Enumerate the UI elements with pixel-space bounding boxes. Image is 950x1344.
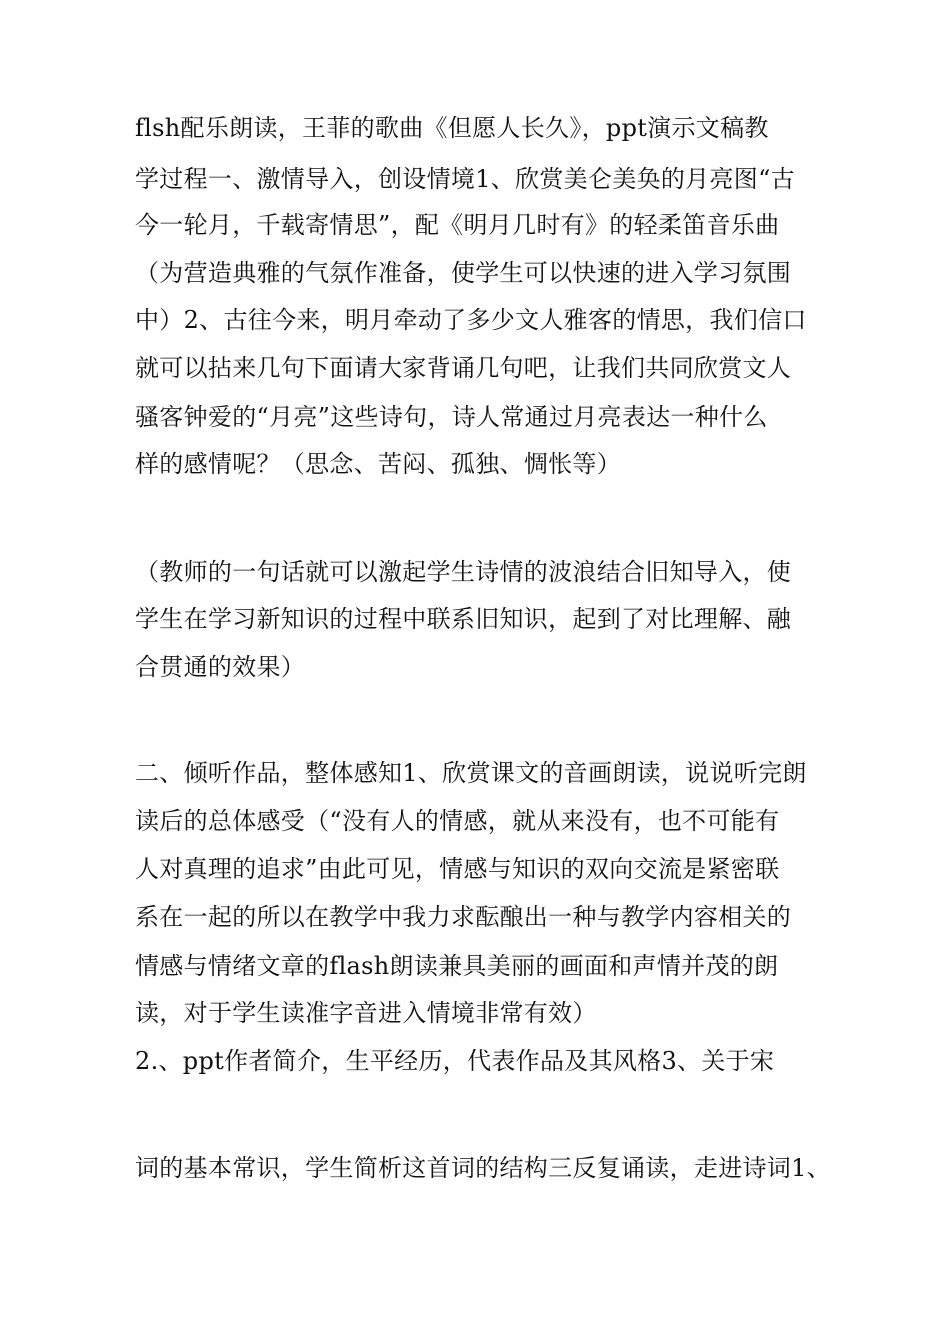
paragraph-1-line-5: 中）2、古往今来，明月牵动了多少文人雅客的情思，我们信口 — [135, 306, 807, 334]
paragraph-1-line-7: 骚客钟爱的“月亮”这些诗句，诗人常通过月亮表达一种什么 — [135, 403, 768, 431]
paragraph-4-line-1: 词的基本常识，学生简析这首词的结构三反复诵读，走进诗词1、 — [135, 1154, 831, 1182]
paragraph-3-line-5: 情感与情绪文章的flash朗读兼具美丽的画面和声情并茂的朗 — [135, 952, 779, 980]
paragraph-1-line-1: flsh配乐朗读，王菲的歌曲《但愿人长久》，ppt演示文稿教 — [135, 114, 769, 142]
paragraph-3-line-7: 2.、ppt作者简介，生平经历，代表作品及其风格3、关于宋 — [135, 1047, 775, 1075]
paragraph-3-line-1: 二、倾听作品，整体感知1、欣赏课文的音画朗读，说说听完朗 — [135, 759, 807, 787]
paragraph-1-line-2: 学过程一、激情导入，创设情境1、欣赏美仑美奂的月亮图“古 — [135, 165, 795, 193]
paragraph-2-line-2: 学生在学习新知识的过程中联系旧知识，起到了对比理解、融 — [135, 605, 792, 633]
paragraph-1-line-4: （为营造典雅的气氛作准备，使学生可以快速的进入学习氛围 — [135, 259, 792, 287]
paragraph-3-line-4: 系在一起的所以在教学中我力求酝酿出一种与教学内容相关的 — [135, 903, 792, 931]
paragraph-1-line-3: 今一轮月，千载寄情思”，配《明月几时有》的轻柔笛音乐曲 — [135, 211, 780, 239]
paragraph-3-line-2: 读后的总体感受（“没有人的情感，就从来没有，也不可能有 — [135, 807, 780, 835]
paragraph-1-line-6: 就可以拈来几句下面请大家背诵几句吧，让我们共同欣赏文人 — [135, 354, 792, 382]
paragraph-2-line-1: （教师的一句话就可以激起学生诗情的波浪结合旧知导入，使 — [135, 558, 792, 586]
paragraph-3-line-6: 读，对于学生读准字音进入情境非常有效） — [135, 999, 597, 1027]
paragraph-2-line-3: 合贯通的效果） — [135, 653, 306, 681]
paragraph-3-line-3: 人对真理的追求”由此可见，情感与知识的双向交流是紧密联 — [135, 855, 780, 883]
paragraph-1-line-8: 样的感情呢？（思念、苦闷、孤独、惆怅等） — [135, 450, 621, 478]
